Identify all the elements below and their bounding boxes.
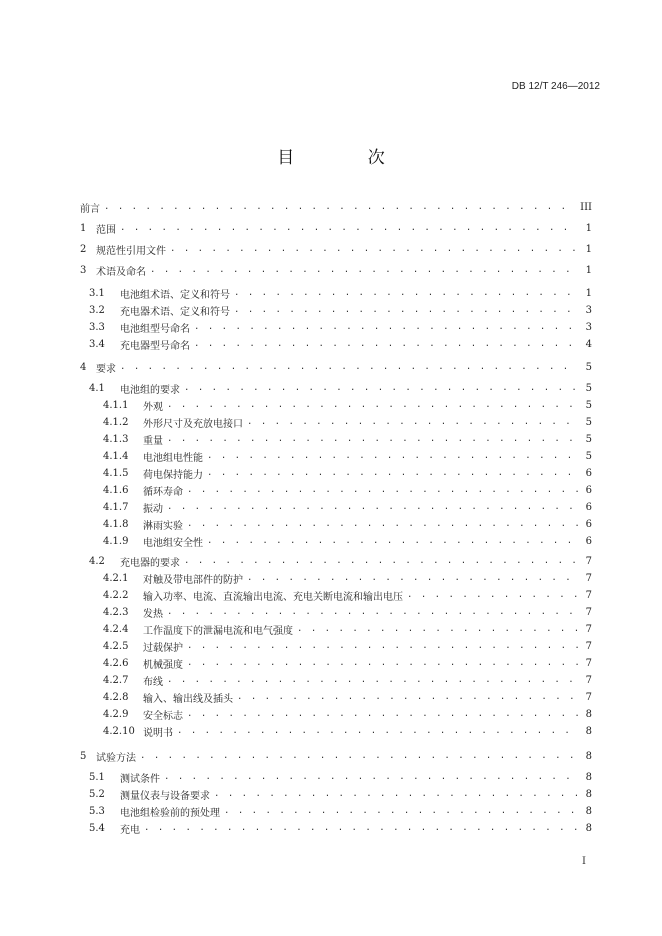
toc-leader-dots <box>167 672 578 689</box>
toc-leader-dots <box>234 302 578 319</box>
toc-entry-number: 4.2.2 <box>103 590 129 601</box>
toc-entry-page: 1 <box>585 265 592 276</box>
toc-entry-number: 1 <box>80 223 87 234</box>
toc-entry[interactable] <box>103 655 592 672</box>
toc-leader-dots <box>120 359 578 376</box>
toc-entry-label: 充电器型号命名 <box>120 341 190 352</box>
toc-entry[interactable] <box>103 621 592 638</box>
toc-leader-dots <box>150 262 578 279</box>
toc-leader-dots <box>207 448 578 465</box>
toc-entry[interactable] <box>89 302 592 319</box>
toc-entry-number: 4.1.9 <box>103 536 129 547</box>
toc-entry[interactable] <box>89 380 592 397</box>
toc-entry-label: 输入、输出线及插头 <box>143 694 233 705</box>
toc-entry[interactable] <box>103 414 592 431</box>
toc-entry-label: 发热 <box>143 609 163 620</box>
toc-entry-label: 淋雨实验 <box>143 521 183 532</box>
toc-leader-dots <box>104 199 576 216</box>
toc-entry[interactable] <box>80 199 592 216</box>
toc-entry[interactable] <box>103 465 592 482</box>
toc-leader-dots <box>234 285 578 302</box>
toc-entry-page: 7 <box>585 624 592 635</box>
toc-leader-dots <box>184 553 578 570</box>
toc-entry-label: 机械强度 <box>143 660 183 671</box>
toc-entry-page: 7 <box>585 573 592 584</box>
toc-entry[interactable] <box>103 516 592 533</box>
toc-entry-number: 4.1.3 <box>103 434 129 445</box>
toc-entry-page: 8 <box>585 709 592 720</box>
toc-entry-number: 4.1.6 <box>103 485 129 496</box>
toc-entry-page: 5 <box>585 434 592 445</box>
toc-entry-page: 8 <box>585 751 592 762</box>
toc-leader-dots <box>207 465 578 482</box>
toc-entry-label: 外形尺寸及充放电接口 <box>143 419 243 430</box>
toc-entry-label: 范围 <box>96 225 116 236</box>
toc-entry-page: 8 <box>585 823 592 834</box>
toc-leader-dots <box>407 587 578 604</box>
page-number: I <box>582 856 586 867</box>
toc-entry-label: 荷电保持能力 <box>143 470 203 481</box>
toc-entry-number: 4.2.7 <box>103 675 129 686</box>
toc-entry[interactable] <box>89 769 592 786</box>
toc-entry-label: 外观 <box>143 402 163 413</box>
toc-leader-dots <box>194 319 578 336</box>
toc-entry-page: 6 <box>585 485 592 496</box>
toc-entry-number: 3.3 <box>89 322 105 333</box>
toc-entry[interactable] <box>103 431 592 448</box>
toc-leader-dots <box>247 414 578 431</box>
toc-entry-page: 7 <box>585 607 592 618</box>
toc-entry-page: 8 <box>585 772 592 783</box>
toc-entry[interactable] <box>89 319 592 336</box>
toc-entry-number: 5.3 <box>89 806 105 817</box>
toc-entry-number: 4.1.7 <box>103 502 129 513</box>
toc-leader-dots <box>237 689 578 706</box>
toc-entry-page: 8 <box>585 726 592 737</box>
toc-entry[interactable] <box>103 448 592 465</box>
toc-entry-label: 测试条件 <box>120 774 160 785</box>
toc-entry-label: 试验方法 <box>96 753 136 764</box>
toc-entry[interactable] <box>103 482 592 499</box>
toc-entry-number: 4.1 <box>89 383 105 394</box>
toc-entry-number: 4.2.9 <box>103 709 129 720</box>
toc-leader-dots <box>120 220 578 237</box>
toc-entry-number: 3.4 <box>89 339 105 350</box>
toc-leader-dots <box>144 820 578 837</box>
toc-leader-dots <box>224 803 578 820</box>
toc-entry-label: 过载保护 <box>143 643 183 654</box>
toc-leader-dots <box>177 723 578 740</box>
toc-entry-label: 测量仪表与设备要求 <box>120 791 210 802</box>
toc-entry[interactable] <box>89 336 592 353</box>
toc-entry[interactable] <box>103 638 592 655</box>
toc-entry-number: 4.2 <box>89 556 105 567</box>
toc-entry-label: 电池组型号命名 <box>120 324 190 335</box>
toc-entry-label: 振动 <box>143 504 163 515</box>
toc-entry-page: 6 <box>585 468 592 479</box>
toc-entry-page: 7 <box>585 641 592 652</box>
toc-entry-number: 4.2.5 <box>103 641 129 652</box>
toc-entry-label: 要求 <box>96 364 116 375</box>
toc-entry-page: 5 <box>585 362 592 373</box>
toc-entry-page: 5 <box>585 383 592 394</box>
toc-entry-number: 4.2.6 <box>103 658 129 669</box>
toc-leader-dots <box>164 769 578 786</box>
toc-entry-label: 电池组检验前的预处理 <box>120 808 220 819</box>
toc-entry-label: 输入功率、电流、直流输出电流、充电关断电流和输出电压 <box>143 592 403 603</box>
toc-leader-dots <box>167 499 578 516</box>
toc-entry[interactable] <box>103 397 592 414</box>
toc-entry-label: 对触及带电部件的防护 <box>143 575 243 586</box>
toc-entry-label: 工作温度下的泄漏电流和电气强度 <box>143 626 293 637</box>
toc-entry-number: 4.2.8 <box>103 692 129 703</box>
toc-entry[interactable] <box>89 820 592 837</box>
toc-entry-page: 1 <box>585 244 592 255</box>
toc-entry[interactable] <box>103 533 592 550</box>
toc-entry-number: 5.4 <box>89 823 105 834</box>
toc-entry-page: 5 <box>585 400 592 411</box>
toc-entry-label: 充电器术语、定义和符号 <box>120 307 230 318</box>
toc-entry-page: 1 <box>585 223 592 234</box>
toc-entry-label: 电池组的要求 <box>120 385 180 396</box>
toc-entry-page: 7 <box>585 590 592 601</box>
toc-entry-number: 3 <box>80 265 87 276</box>
toc-leader-dots <box>187 638 578 655</box>
toc-entry-number: 4 <box>80 362 87 373</box>
toc-leader-dots <box>187 706 578 723</box>
toc-leader-dots <box>167 431 578 448</box>
toc-entry[interactable] <box>103 672 592 689</box>
toc-entry-label: 安全标志 <box>143 711 183 722</box>
toc-entry-number: 4.1.5 <box>103 468 129 479</box>
toc-entry-number: 5.1 <box>89 772 105 783</box>
toc-entry-page: 1 <box>585 288 592 299</box>
page-title: 目 次 <box>277 148 419 168</box>
toc-entry-page: 8 <box>585 806 592 817</box>
toc-entry-number: 4.1.2 <box>103 417 129 428</box>
toc-entry-page: 5 <box>585 451 592 462</box>
toc-entry[interactable] <box>103 499 592 516</box>
toc-entry[interactable] <box>103 723 592 740</box>
toc-entry-page: 8 <box>585 789 592 800</box>
toc-entry-label: 循环寿命 <box>143 487 183 498</box>
toc-leader-dots <box>194 336 578 353</box>
toc-entry-label: 术语及命名 <box>96 267 146 278</box>
toc-leader-dots <box>247 570 578 587</box>
toc-entry-page: 3 <box>585 305 592 316</box>
toc-entry-number: 3.2 <box>89 305 105 316</box>
toc-entry[interactable] <box>89 786 592 803</box>
toc-entry-number: 4.2.10 <box>103 726 135 737</box>
toc-entry[interactable] <box>80 359 592 376</box>
toc-leader-dots <box>187 516 578 533</box>
toc-entry-page: 7 <box>585 556 592 567</box>
toc-leader-dots <box>187 482 578 499</box>
toc-entry-label: 前言 <box>80 204 100 215</box>
toc-entry-label: 充电 <box>120 825 140 836</box>
toc-entry-label: 规范性引用文件 <box>96 246 166 257</box>
toc-leader-dots <box>184 380 578 397</box>
toc-entry[interactable] <box>89 553 592 570</box>
toc-entry-number: 4.2.1 <box>103 573 129 584</box>
toc-entry[interactable] <box>80 748 592 765</box>
toc-entry-page: 6 <box>585 502 592 513</box>
toc-entry-page: 5 <box>585 417 592 428</box>
toc-entry-number: 5.2 <box>89 789 105 800</box>
toc-entry[interactable] <box>103 689 592 706</box>
toc-entry-number: 4.1.1 <box>103 400 129 411</box>
toc-entry[interactable] <box>103 570 592 587</box>
toc-leader-dots <box>140 748 578 765</box>
toc-entry-number: 4.2.3 <box>103 607 129 618</box>
toc-entry[interactable] <box>103 706 592 723</box>
toc-entry[interactable] <box>80 262 592 279</box>
toc-leader-dots <box>167 604 578 621</box>
toc-entry-page: 7 <box>585 675 592 686</box>
toc-leader-dots <box>170 241 578 258</box>
toc-entry[interactable] <box>80 241 592 258</box>
toc-entry-number: 2 <box>80 244 87 255</box>
toc-entry-page: 6 <box>585 519 592 530</box>
toc-entry[interactable] <box>89 285 592 302</box>
toc-leader-dots <box>297 621 578 638</box>
toc-entry[interactable] <box>89 803 592 820</box>
toc-entry-label: 电池组安全性 <box>143 538 203 549</box>
document-code: DB 12/T 246—2012 <box>511 81 600 92</box>
toc-entry-number: 4.1.4 <box>103 451 129 462</box>
toc-entry-label: 说明书 <box>143 728 173 739</box>
toc-entry-label: 重量 <box>143 436 163 447</box>
toc-leader-dots <box>167 397 578 414</box>
toc-entry[interactable] <box>103 587 592 604</box>
toc-entry-number: 4.2.4 <box>103 624 129 635</box>
toc-entry[interactable] <box>103 604 592 621</box>
toc-leader-dots <box>214 786 578 803</box>
toc-entry-number: 4.1.8 <box>103 519 129 530</box>
toc-leader-dots <box>207 533 578 550</box>
toc-entry-label: 充电器的要求 <box>120 558 180 569</box>
toc-entry-number: 5 <box>80 751 87 762</box>
toc-entry-label: 电池组术语、定义和符号 <box>120 290 230 301</box>
toc-entry-number: 3.1 <box>89 288 105 299</box>
toc-entry-page: 7 <box>585 692 592 703</box>
toc-entry-label: 布线 <box>143 677 163 688</box>
toc-entry-page: 7 <box>585 658 592 669</box>
toc-leader-dots <box>187 655 578 672</box>
toc-entry-label: 电池组电性能 <box>143 453 203 464</box>
toc-entry-page: 3 <box>585 322 592 333</box>
toc-entry[interactable] <box>80 220 592 237</box>
toc-entry-page: 6 <box>585 536 592 547</box>
toc-entry-page: 4 <box>585 339 592 350</box>
toc-entry-page: III <box>580 202 592 213</box>
